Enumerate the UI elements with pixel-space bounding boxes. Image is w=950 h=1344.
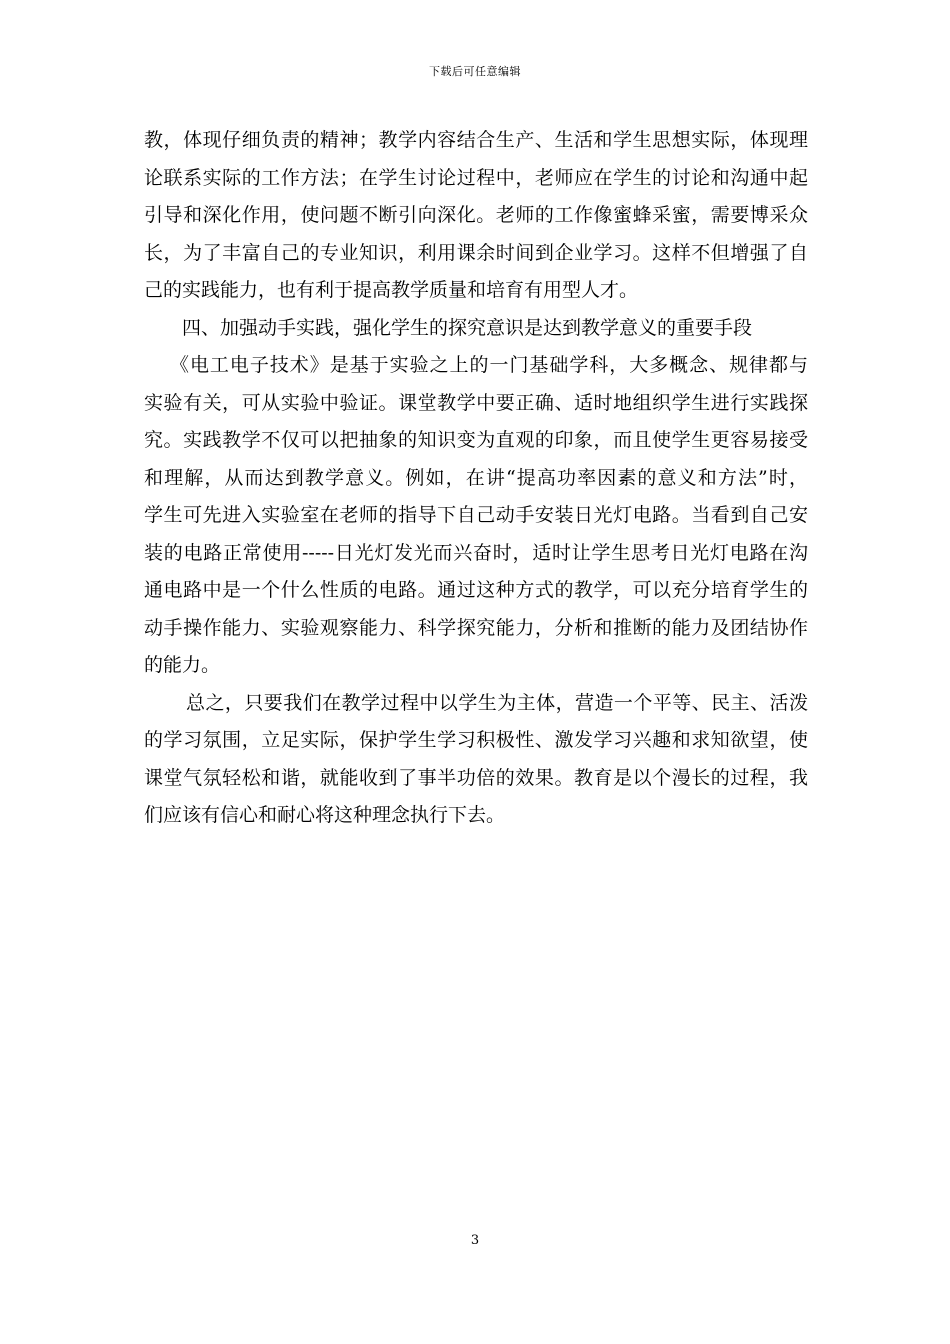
text-line: 引导和深化作用，使问题不断引向深化。老师的工作像蜜蜂采蜜，需要博采众 [144, 204, 808, 226]
text-line: 动手操作能力、实验观察能力、科学探究能力，分析和推断的能力及团结协作 [144, 616, 808, 639]
text-line: 的学习氛围，立足实际，保护学生学习积极性、激发学习兴趣和求知欲望，使 [144, 729, 808, 751]
text-line: 己的实践能力，也有利于提高教学质量和培育有用型人才。 [144, 279, 639, 301]
text-line: 长，为了丰富自己的专业知识，利用课余时间到企业学习。这样不但增强了自 [144, 241, 808, 264]
page-header: 下载后可任意编辑 [429, 65, 521, 78]
text-line: 教，体现仔细负责的精神；教学内容结合生产、生活和学生思想实际，体现理 [144, 129, 808, 151]
document-body [144, 122, 808, 835]
text-line: 课堂气氛轻松和谐，就能收到了事半功倍的效果。教育是以个漫长的过程，我 [144, 766, 808, 789]
text-line: 们应该有信心和耐心将这种理念执行下去。 [144, 804, 506, 826]
text-line: 通电路中是一个什么性质的电路。通过这种方式的教学，可以充分培育学生的 [144, 579, 808, 601]
page-number: 3 [470, 1233, 480, 1248]
text-line: 装的电路正常使用-----日光灯发光而兴奋时，适时让学生思考日光灯电路在沟 [144, 541, 808, 564]
text-line: 《电工电子技术》是基于实验之上的一门基础学科，大多概念、规律都与 [170, 354, 808, 376]
text-line: 总之，只要我们在教学过程中以学生为主体，营造一个平等、民主、活泼 [186, 691, 808, 714]
text-line: 究。实践教学不仅可以把抽象的知识变为直观的印象，而且使学生更容易接受 [144, 429, 808, 451]
text-line: 实验有关，可从实验中验证。课堂教学中要正确、适时地组织学生进行实践探 [144, 391, 808, 414]
text-line: 论联系实际的工作方法；在学生讨论过程中，老师应在学生的讨论和沟通中起 [144, 166, 808, 189]
text-line: 四、加强动手实践，强化学生的探究意识是达到教学意义的重要手段 [182, 316, 753, 339]
text-line: 学生可先进入实验室在老师的指导下自己动手安装日光灯电路。当看到自己安 [144, 504, 808, 526]
text-line: 和理解，从而达到教学意义。例如，在讲“提高功率因素的意义和方法”时， [144, 466, 808, 489]
text-line: 的能力。 [144, 654, 221, 676]
